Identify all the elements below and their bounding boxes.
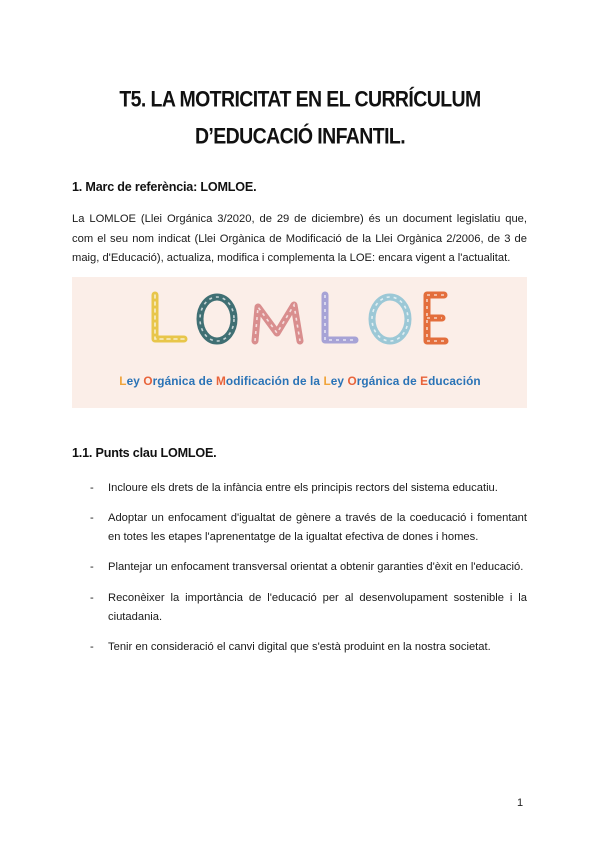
list-item: - Plantejar un enfocament transversal orientat a obtenir garanties d'èxit en l'educació. — [90, 561, 524, 573]
document-title-line-2: D’EDUCACIÓ INFANTIL. — [194, 124, 406, 150]
subtitle-part: odificación de la — [225, 374, 324, 388]
document-title-line-1: T5. LA MOTRICITAT EN EL CURRÍCULUM — [119, 87, 481, 113]
list-item: - Reconèixer la importància de l'educació per al desenvolupament sostenible i la ciutadania. — [90, 592, 527, 623]
subtitle-part: ey — [126, 374, 144, 388]
list-item: - Incloure els drets de la infància entre els principis rectors del sistema educatiu. — [90, 482, 498, 494]
subtitle-part: L — [119, 374, 127, 388]
logo-letter-L2 — [325, 295, 355, 340]
logo-letter-L1 — [155, 295, 184, 339]
section-heading-punts-clau: 1.1. Punts clau LOMLOE. — [72, 446, 217, 460]
lomloe-logo — [72, 277, 527, 408]
list-item: - Tenir en consideració el canvi digital que s'està produint en la nostra societat. — [90, 641, 491, 653]
subtitle-part: ducación — [428, 374, 481, 388]
subtitle-part: rgánica de — [152, 374, 216, 388]
subtitle-part: E — [420, 374, 429, 388]
subtitle-part: O — [143, 374, 153, 388]
logo-letter-M — [255, 305, 300, 341]
subtitle-part: ey — [330, 374, 348, 388]
page-number: 1 — [517, 797, 524, 809]
subtitle-part: M — [215, 374, 226, 388]
subtitle-part: rgánica de — [356, 374, 421, 388]
subtitle-part: L — [323, 374, 331, 388]
lomloe-banner-subtitle — [0, 374, 600, 388]
list-item: - Adoptar un enfocament d'igualtat de gènere a través de la coeducació i fomentant en totes les etapes l'aprenentatge de la igualtat efectiva de dones i homes. — [90, 512, 527, 543]
lomloe-banner-image — [72, 277, 527, 408]
section-heading-marc: 1. Marc de referència: LOMLOE. — [72, 180, 257, 194]
intro-paragraph: La LOMLOE (Llei Orgánica 3/2020, de 29 de diciembre) és un document legislatiu que, com el seu nom indicat (Llei Orgànica de Modificació de la Llei Orgànica 2/2006, de 3 de maig, d'Educació), actualiza, modifica i complementa la LOE: encara vigent a l'actualitat. — [72, 213, 527, 265]
subtitle-part: O — [347, 374, 357, 388]
